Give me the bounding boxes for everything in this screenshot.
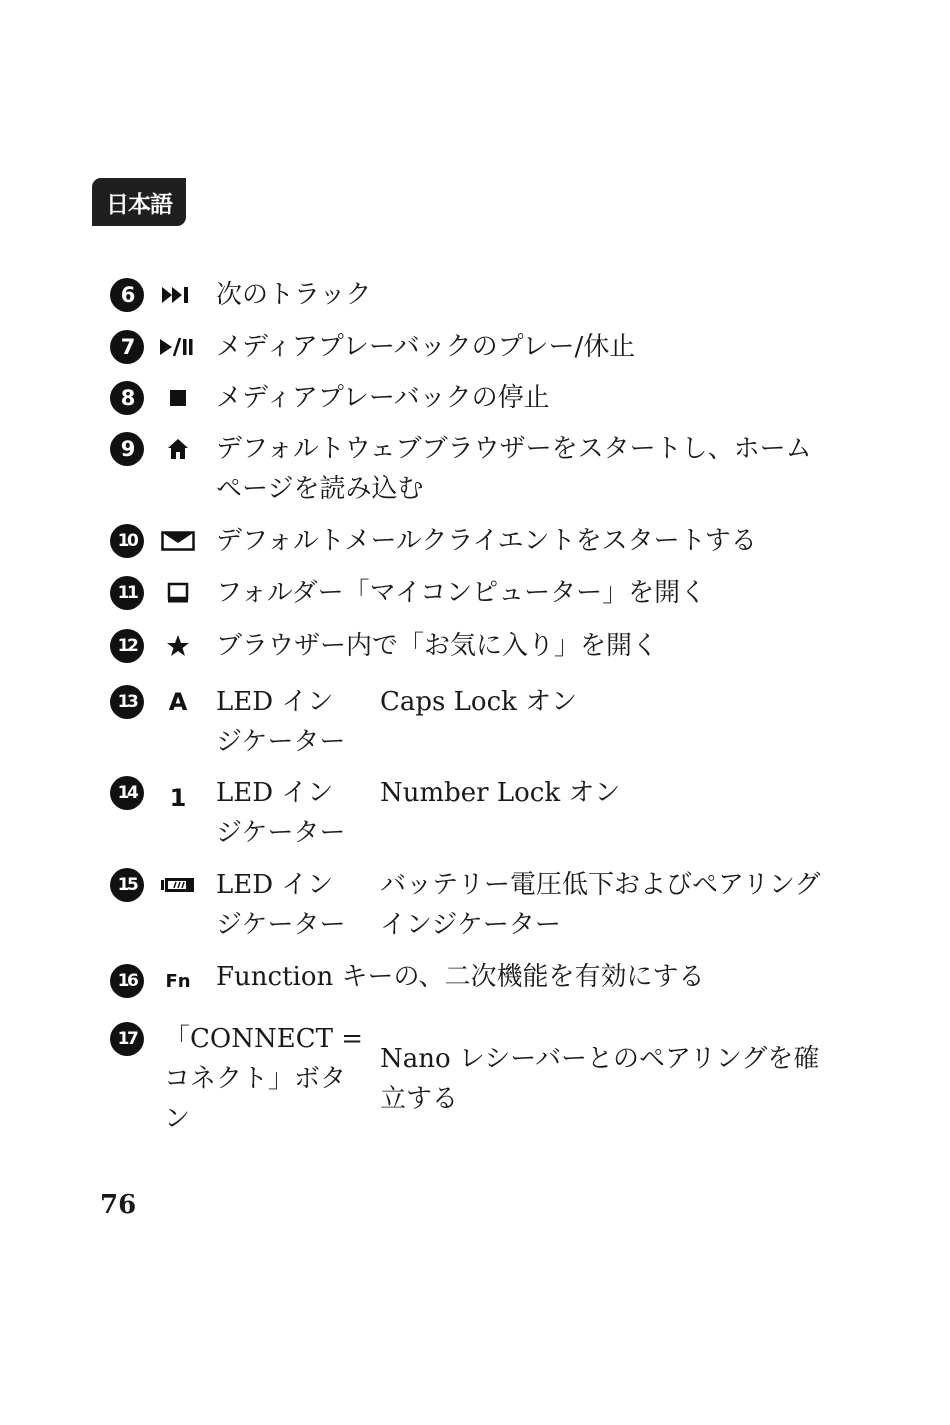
item-number: 10 bbox=[110, 524, 144, 558]
connect-button-label-line1: 「CONNECT = bbox=[164, 1024, 363, 1054]
item-number: 15 bbox=[110, 868, 144, 902]
item-number: 7 bbox=[110, 330, 144, 364]
led-label-line2: ジケーター bbox=[216, 727, 346, 757]
item-description: デフォルトメールクライエントをスタートする bbox=[216, 526, 757, 556]
fn-key-icon-text: Fn bbox=[165, 970, 191, 992]
number-lock-icon-text: 1 bbox=[169, 784, 187, 812]
led-description-line2: インジケーター bbox=[380, 910, 561, 940]
item-number: 14 bbox=[110, 776, 144, 810]
next-track-icon bbox=[158, 278, 198, 312]
connect-description-line1: Nano レシーバーとのペアリングを確 bbox=[380, 1044, 820, 1074]
led-description-line1: バッテリー電圧低下およびペアリング bbox=[380, 870, 821, 900]
play-pause-icon bbox=[158, 330, 198, 364]
battery-icon bbox=[158, 868, 198, 902]
led-label-line2: ジケーター bbox=[216, 910, 346, 940]
led-label-line1: LED イン bbox=[216, 870, 334, 900]
item-number: 9 bbox=[110, 432, 144, 466]
stop-icon bbox=[158, 381, 198, 415]
language-tab: 日本語 bbox=[92, 178, 186, 226]
number-lock-icon bbox=[158, 781, 198, 815]
item-description: フォルダー「マイコンピューター」を開く bbox=[216, 578, 707, 608]
connect-button-label-line2: コネクト」ボタ bbox=[164, 1064, 347, 1094]
led-label-line2: ジケーター bbox=[216, 818, 346, 848]
item-number: 17 bbox=[110, 1022, 144, 1056]
my-computer-icon bbox=[158, 576, 198, 610]
item-description: Function キーの、二次機能を有効にする bbox=[216, 962, 705, 992]
caps-lock-icon bbox=[158, 685, 198, 719]
led-description: Caps Lock オン bbox=[380, 687, 578, 717]
led-label-line1: LED イン bbox=[216, 687, 334, 717]
connect-description-line2: 立する bbox=[380, 1084, 459, 1114]
led-description: Number Lock オン bbox=[380, 778, 621, 808]
connect-button-label-line3: ン bbox=[164, 1104, 191, 1134]
item-number: 12 bbox=[110, 629, 144, 663]
item-number: 16 bbox=[110, 964, 144, 998]
item-description: メディアプレーバックのプレー/休止 bbox=[216, 332, 636, 362]
item-number: 13 bbox=[110, 685, 144, 719]
mail-icon bbox=[158, 524, 198, 558]
item-number: 6 bbox=[110, 278, 144, 312]
item-description-line1: デフォルトウェブブラウザーをスタートし、ホーム bbox=[216, 434, 812, 464]
item-description: 次のトラック bbox=[216, 280, 372, 310]
home-icon bbox=[158, 432, 198, 466]
item-description: ブラウザー内で「お気に入り」を開く bbox=[216, 631, 659, 661]
item-description-line2: ページを読み込む bbox=[216, 474, 424, 504]
item-number: 11 bbox=[110, 576, 144, 610]
page-number: 76 bbox=[100, 1190, 137, 1220]
caps-lock-icon-text: A bbox=[168, 688, 188, 716]
item-description: メディアプレーバックの停止 bbox=[216, 383, 550, 413]
fn-key-icon bbox=[158, 964, 198, 998]
star-icon bbox=[158, 629, 198, 663]
led-label-line1: LED イン bbox=[216, 778, 334, 808]
item-number: 8 bbox=[110, 381, 144, 415]
